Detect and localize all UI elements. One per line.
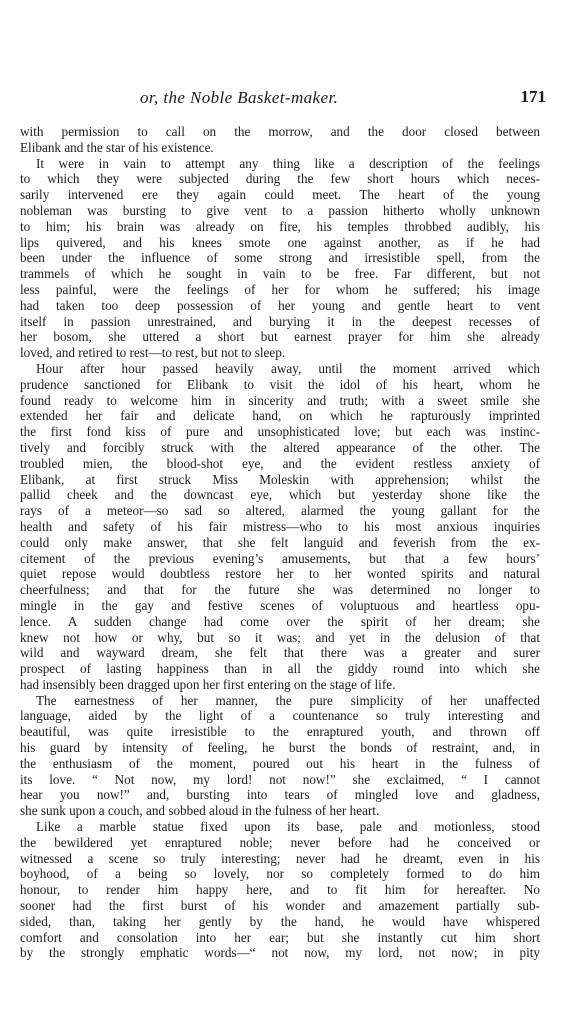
text-line: language, aided by the light of a countenance so truly interesting and (20, 708, 540, 724)
text-line: sided, than, taking her gently by the hand, he would have whispered (20, 913, 540, 929)
text-line: knew not how or why, but so it was; and yet in the delusion of that (20, 629, 540, 645)
text-line: mingle in the gay and festive scenes of voluptuous and heartless opu- (20, 597, 540, 613)
text-line: had taken too deep possession of her young and gentle heart to vent (20, 297, 540, 313)
text-line: wild and wayward dream, she felt that there was a greater and surer (20, 645, 540, 661)
text-line: Elibank and the star of his existence. (20, 139, 214, 155)
text-line: she sunk upon a couch, and sobbed aloud in the fulness of her heart. (20, 803, 380, 819)
text-line: witnessed a scene so truly interesting; never had he dreamt, even in his (20, 850, 540, 866)
text-line: tively and forcibly struck with the altered appearance of the other. The (20, 439, 540, 455)
text-line: found ready to welcome him in sincerity and truth; with a sweet smile she (20, 392, 540, 408)
text-line: honour, to render him happy here, and to fit him for hereafter. No (20, 882, 540, 898)
text-line: to which they were subjected during the few short hours which neces- (20, 171, 540, 187)
text-line: the first fond kiss of pure and unsophisticated love; but each was instinc- (20, 424, 540, 440)
text-line: with permission to call on the morrow, and the door closed between (20, 124, 540, 139)
text-line: Elibank, at first struck Miss Moleskin with apprehension; whilst the (20, 471, 540, 487)
body-text (20, 124, 540, 961)
text-line: the bewildered yet enraptured noble; never before had he conceived or (20, 834, 540, 850)
text-line: Hour after hour passed heavily away, until the moment arrived which (36, 360, 540, 376)
text-line: could only make answer, that she felt languid and feverish from the ex- (20, 534, 540, 550)
text-line: trammels of which he sought in vain to be free. Far different, but not (20, 266, 540, 282)
text-line: prospect of lasting happiness than in all the giddy round into which she (20, 661, 540, 677)
text-line: quiet repose would doubtless restore her to her wonted spirits and natural (20, 566, 540, 582)
text-line: The earnestness of her manner, the pure simplicity of her unaffected (36, 692, 540, 708)
text-line: health and safety of his fair mistress—who to his most anxious inquiries (20, 518, 540, 534)
text-line: its love. “ Not now, my lord! not now!” she exclaimed, “ I cannot (20, 771, 540, 787)
text-line: pallid cheek and the downcast eye, which but yesterday shone like the (20, 487, 540, 503)
text-line: itself in passion unrestrained, and burying it in the deepest recesses of (20, 313, 540, 329)
text-line: lips quivered, and his knees smote one against another, as if he had (20, 234, 540, 250)
text-line: extended her fair and delicate hand, on which he rapturously imprinted (20, 408, 540, 424)
text-line: rays of a meteor—so sad so altered, alarmed the young gallant for the (20, 503, 540, 519)
text-line: nobleman was bursting to give vent to a passion hitherto wholly unknown (20, 202, 540, 218)
text-line: citement of the previous evening’s amusements, but that a few hours’ (20, 550, 540, 566)
text-line: boyhood, of a being so lovely, nor so completely formed to do him (20, 866, 540, 882)
text-line: comfort and consolation into her ear; but she instantly cut him short (20, 929, 540, 945)
text-line: troubled mien, the blood-shot eye, and the evident restless anxiety of (20, 455, 540, 471)
text-line: cheerfulness; and that for the future she was determined no longer to (20, 582, 540, 598)
text-line: It were in vain to attempt any thing like a description of the feelings (36, 155, 540, 171)
text-line: hear you now!” and, bursting into tears of mingled love and gladness, (20, 787, 540, 803)
text-line: loved, and retired to rest—to rest, but not to sleep. (20, 345, 286, 361)
text-line: her bosom, she uttered a short but earnest prayer for him she already (20, 329, 540, 345)
text-line: lence. A sudden change had come over the spirit of her dream; she (20, 613, 540, 629)
text-line: the enthusiasm of the moment, poured out his heart in the fulness of (20, 755, 540, 771)
page-number: 171 (520, 87, 546, 106)
text-line: sarily intervened ere they again could meet. The heart of the young (20, 187, 540, 203)
text-line: sooner had the first burst of his wonder and amazement partially sub- (20, 898, 540, 914)
text-line: Like a marble statue fixed upon its base, pale and motionless, stood (36, 819, 540, 835)
text-line: been under the influence of some strong and irresistible spell, from the (20, 250, 540, 266)
text-line: by the strongly emphatic words—“ not now, my lord, not now; in pity (20, 945, 540, 961)
page-header (20, 88, 554, 112)
text-line: his guard by intensity of feeling, he burst the bonds of restraint, and, in (20, 740, 540, 756)
text-line: to him; his brain was already on fire, his temples throbbed audibly, his (20, 218, 540, 234)
text-line: had insensibly been dragged upon her first entering on the stage of life. (20, 676, 396, 692)
running-title: or, the Noble Basket-maker. (140, 88, 339, 107)
text-line: prudence sanctioned for Elibank to visit the idol of his heart, whom he (20, 376, 540, 392)
text-line: less painful, were the feelings of her for whom he suffered; his image (20, 281, 540, 297)
text-line: beautiful, was quite irresistible to the enraptured youth, and thrown off (20, 724, 540, 740)
